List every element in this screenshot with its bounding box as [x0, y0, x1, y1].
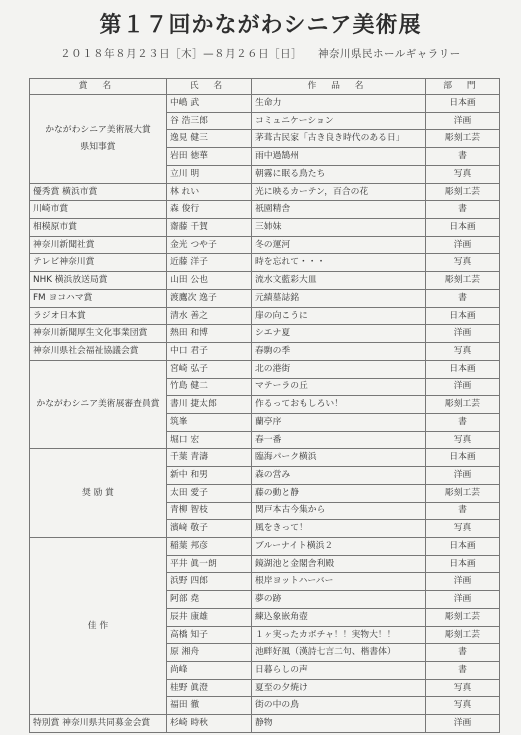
department-cell: 書: [426, 644, 500, 662]
award-category-cell: かながわシニア美術展大賞 県知事賞: [30, 95, 167, 184]
department-cell: 書: [426, 148, 500, 166]
document-subtitle: [0, 46, 521, 61]
table-row: [30, 360, 500, 378]
winner-name-cell: 齋藤 千賀: [167, 219, 252, 237]
department-cell: 写真: [426, 697, 500, 715]
work-title-cell: 臨海パーク横浜: [252, 449, 426, 467]
work-title-cell: 雨中過鵠州: [252, 148, 426, 166]
work-title-cell: シエナ夏: [252, 325, 426, 343]
department-cell: 洋画: [426, 236, 500, 254]
work-title-cell: 元績墓誌銘: [252, 289, 426, 307]
winner-name-cell: 高橋 知子: [167, 626, 252, 644]
work-title-cell: １ヶ実ったカボチャ！！実物大！！: [252, 626, 426, 644]
winner-name-cell: 岩田 徳華: [167, 148, 252, 166]
work-title-cell: 鏡湖池と金閣舎利殿: [252, 555, 426, 573]
winner-name-cell: 竹島 健二: [167, 378, 252, 396]
winner-name-cell: 筑峯: [167, 413, 252, 431]
winner-name-cell: 逸見 健三: [167, 130, 252, 148]
work-title-cell: 扉の向こうに: [252, 307, 426, 325]
winner-name-cell: 浜野 四郎: [167, 573, 252, 591]
department-cell: 彫刻工芸: [426, 272, 500, 290]
winner-name-cell: 新中 和男: [167, 467, 252, 485]
department-cell: 洋画: [426, 573, 500, 591]
department-cell: 洋画: [426, 591, 500, 609]
department-cell: 書: [426, 662, 500, 680]
work-title-cell: 茅葺古民家「古き良き時代のある日」: [252, 130, 426, 148]
table-row: [30, 289, 500, 307]
exhibition-dates: ２０１８年８月２３日［木］—８月２６日［日］: [60, 48, 303, 60]
winner-name-cell: 中口 君子: [167, 343, 252, 361]
department-cell: 洋画: [426, 112, 500, 130]
table-row: [30, 307, 500, 325]
table-row: [30, 236, 500, 254]
table-row: [30, 343, 500, 361]
table-row: [30, 272, 500, 290]
work-title-cell: 作るっておもしろい！: [252, 396, 426, 414]
winner-name-cell: 近藤 洋子: [167, 254, 252, 272]
award-category-cell: NHK 横浜放送局賞: [30, 272, 167, 290]
department-cell: 日本画: [426, 95, 500, 113]
department-cell: 彫刻工芸: [426, 396, 500, 414]
award-category-cell: 神奈川新聞厚生文化事業団賞: [30, 325, 167, 343]
department-cell: 日本画: [426, 555, 500, 573]
department-cell: 彫刻工芸: [426, 484, 500, 502]
work-title-cell: 風をきって！: [252, 520, 426, 538]
work-title-cell: コミュニケーション: [252, 112, 426, 130]
table-row: [30, 537, 500, 555]
department-cell: 書: [426, 502, 500, 520]
department-cell: 写真: [426, 520, 500, 538]
work-title-cell: 生命力: [252, 95, 426, 113]
winner-name-cell: 平井 眞一朗: [167, 555, 252, 573]
work-title-cell: 夏至の夕焼け: [252, 679, 426, 697]
department-cell: 写真: [426, 254, 500, 272]
header-work: 作 品 名: [252, 79, 426, 95]
award-category-cell: かながわシニア美術展審査員賞: [30, 360, 167, 449]
table-row: [30, 325, 500, 343]
work-title-cell: 藤の動と静: [252, 484, 426, 502]
department-cell: 日本画: [426, 360, 500, 378]
table-row: [30, 95, 500, 113]
winner-name-cell: 立川 明: [167, 165, 252, 183]
winner-name-cell: 辰井 康雄: [167, 608, 252, 626]
awards-table: [29, 78, 500, 733]
work-title-cell: 森の営み: [252, 467, 426, 485]
work-title-cell: 日暮らしの声: [252, 662, 426, 680]
work-title-cell: 夢の跡: [252, 591, 426, 609]
department-cell: 洋画: [426, 325, 500, 343]
table-header-row: [30, 79, 500, 95]
award-category-cell: 神奈川新聞社賞: [30, 236, 167, 254]
work-title-cell: 冬の運河: [252, 236, 426, 254]
work-title-cell: 春一番: [252, 431, 426, 449]
winner-name-cell: 林 れい: [167, 183, 252, 201]
winner-name-cell: 尚峰: [167, 662, 252, 680]
department-cell: 写真: [426, 165, 500, 183]
work-title-cell: 蘭亭序: [252, 413, 426, 431]
work-title-cell: 光に映るカーテン，百合の花: [252, 183, 426, 201]
winner-name-cell: 千葉 青濤: [167, 449, 252, 467]
winner-name-cell: 書川 捷太郎: [167, 396, 252, 414]
awards-table-body: [30, 95, 500, 733]
department-cell: 洋画: [426, 467, 500, 485]
winner-name-cell: 濱﨑 敬子: [167, 520, 252, 538]
winner-name-cell: 山田 公也: [167, 272, 252, 290]
award-category-cell: 相模原市賞: [30, 219, 167, 237]
winner-name-cell: 杉崎 時秋: [167, 715, 252, 733]
winner-name-cell: 渡鷹次 逸子: [167, 289, 252, 307]
department-cell: 写真: [426, 679, 500, 697]
department-cell: 日本画: [426, 307, 500, 325]
department-cell: 彫刻工芸: [426, 183, 500, 201]
table-row: [30, 201, 500, 219]
winner-name-cell: 堀口 宏: [167, 431, 252, 449]
winner-name-cell: 太田 愛子: [167, 484, 252, 502]
winner-name-cell: 清水 善之: [167, 307, 252, 325]
work-title-cell: 静物: [252, 715, 426, 733]
work-title-cell: 北の港街: [252, 360, 426, 378]
exhibition-venue: 神奈川県民ホールギャラリー: [318, 48, 461, 60]
work-title-cell: 練込象嵌角壺: [252, 608, 426, 626]
work-title-cell: 三姉妹: [252, 219, 426, 237]
table-row: [30, 449, 500, 467]
winner-name-cell: 青柳 智枝: [167, 502, 252, 520]
work-title-cell: 関戸本古今集から: [252, 502, 426, 520]
department-cell: 書: [426, 413, 500, 431]
header-name: 氏 名: [167, 79, 252, 95]
work-title-cell: 流水文藍彩大皿: [252, 272, 426, 290]
work-title-cell: 祇園精舎: [252, 201, 426, 219]
work-title-cell: マテーラの丘: [252, 378, 426, 396]
department-cell: 彫刻工芸: [426, 608, 500, 626]
winner-name-cell: 熱田 和博: [167, 325, 252, 343]
document-title: 第１７回かながわシニア美術展: [99, 13, 422, 38]
department-cell: 彫刻工芸: [426, 626, 500, 644]
department-cell: 日本画: [426, 537, 500, 555]
work-title-cell: 朝霧に眠る鳥たち: [252, 165, 426, 183]
work-title-cell: 池畔好風（漢詩七言二句、楷書体）: [252, 644, 426, 662]
winner-name-cell: 谷 浩三郎: [167, 112, 252, 130]
award-category-cell: 特別賞 神奈川県共同募金会賞: [30, 715, 167, 733]
work-title-cell: 街の中の鳥: [252, 697, 426, 715]
department-cell: 書: [426, 289, 500, 307]
award-category-cell: ラジオ日本賞: [30, 307, 167, 325]
header-dept: 部 門: [426, 79, 500, 95]
award-category-cell: 川崎市賞: [30, 201, 167, 219]
award-category-cell: 佳 作: [30, 537, 167, 714]
department-cell: 書: [426, 201, 500, 219]
award-category-cell: テレビ神奈川賞: [30, 254, 167, 272]
winner-name-cell: 宮崎 弘子: [167, 360, 252, 378]
winner-name-cell: 阿部 堯: [167, 591, 252, 609]
work-title-cell: ブルーナイト横浜２: [252, 537, 426, 555]
winner-name-cell: 原 湘舟: [167, 644, 252, 662]
table-row: [30, 254, 500, 272]
department-cell: 写真: [426, 343, 500, 361]
department-cell: 彫刻工芸: [426, 130, 500, 148]
department-cell: 写真: [426, 431, 500, 449]
award-category-cell: 神奈川県社会福祉協議会賞: [30, 343, 167, 361]
award-category-cell: 優秀賞 横浜市賞: [30, 183, 167, 201]
winner-name-cell: 福田 徹: [167, 697, 252, 715]
work-title-cell: 時を忘れて・・・: [252, 254, 426, 272]
winner-name-cell: 稲葉 邦彦: [167, 537, 252, 555]
table-row: [30, 715, 500, 733]
table-row: [30, 183, 500, 201]
winner-name-cell: 中嶋 武: [167, 95, 252, 113]
winner-name-cell: 金光 つや子: [167, 236, 252, 254]
department-cell: 洋画: [426, 378, 500, 396]
department-cell: 日本画: [426, 219, 500, 237]
award-category-cell: FM ヨコハマ賞: [30, 289, 167, 307]
winner-name-cell: 森 俊行: [167, 201, 252, 219]
header-award: 賞 名: [30, 79, 167, 95]
winner-name-cell: 桂野 眞澄: [167, 679, 252, 697]
department-cell: 日本画: [426, 449, 500, 467]
award-category-cell: 奨 励 賞: [30, 449, 167, 538]
work-title-cell: 春駒の季: [252, 343, 426, 361]
department-cell: 洋画: [426, 715, 500, 733]
table-row: [30, 219, 500, 237]
work-title-cell: 根岸ヨットハーバー: [252, 573, 426, 591]
